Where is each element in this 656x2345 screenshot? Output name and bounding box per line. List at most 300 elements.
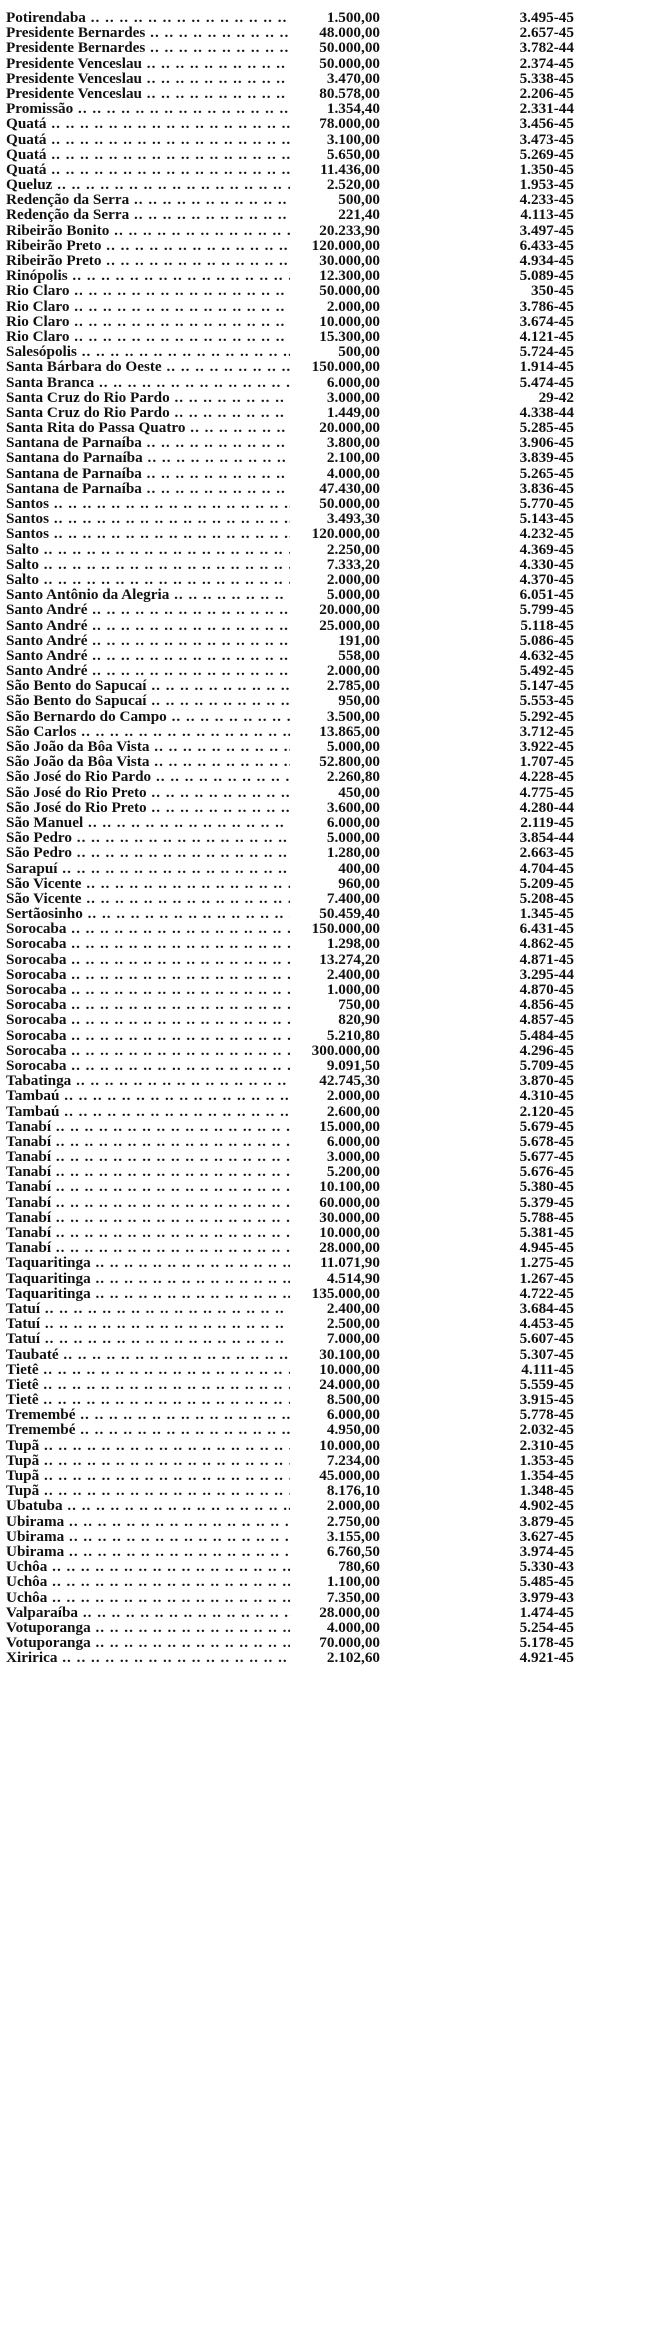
municipality-name: Santo André .. ..	[6, 648, 290, 663]
ledger-row	[0, 936, 656, 951]
amount-value: 2.250,00	[326, 540, 380, 558]
amount-value: 3.600,00	[326, 798, 380, 816]
ledger-row	[0, 693, 656, 708]
ledger-row	[0, 1650, 656, 1665]
ledger-row	[0, 207, 656, 222]
ledger-row	[0, 147, 656, 162]
process-code: 3.684-45	[519, 1299, 574, 1317]
ledger-row	[0, 1240, 656, 1255]
municipality-name: Xiririca .. ..	[6, 1650, 290, 1665]
ledger-row	[0, 1468, 656, 1483]
process-code: 2.120-45	[519, 1102, 574, 1120]
amount-value: 2.750,00	[326, 1512, 380, 1530]
process-code: 5.485-45	[519, 1573, 574, 1591]
process-code: 4.902-45	[519, 1497, 574, 1515]
municipality-name: Sorocaba .. ..	[6, 982, 290, 997]
ledger-row	[0, 1438, 656, 1453]
amount-value: 10.100,00	[319, 1178, 380, 1196]
amount-value: 820,90	[338, 1011, 380, 1029]
process-code: 4.704-45	[519, 859, 574, 877]
amount-value: 2.000,00	[326, 1497, 380, 1515]
amount-value: 11.436,00	[320, 160, 380, 178]
process-code: 1.953-45	[519, 176, 574, 194]
municipality-name: São Pedro .. ..	[6, 830, 290, 845]
municipality-name: Santana do Parnaíba .. ..	[6, 450, 290, 465]
ledger-row	[0, 952, 656, 967]
process-code: 4.453-45	[519, 1315, 574, 1333]
ledger-row	[0, 1043, 656, 1058]
municipality-name: Rinópolis .. ..	[6, 268, 290, 283]
process-code: 3.456-45	[519, 115, 574, 133]
amount-value: 3.500,00	[326, 707, 380, 725]
process-code: 2.206-45	[519, 84, 574, 102]
amount-value: 5.000,00	[326, 586, 380, 604]
municipality-name: Tambaú .. ..	[6, 1088, 290, 1103]
municipality-name: Ribeirão Preto .. ..	[6, 238, 290, 253]
amount-value: 3.470,00	[326, 69, 380, 87]
process-code: 5.379-45	[519, 1193, 574, 1211]
ledger-row	[0, 1286, 656, 1301]
process-code: 4.111-45	[521, 1360, 574, 1378]
ledger-row	[0, 678, 656, 693]
municipality-name: Taubaté .. ..	[6, 1347, 290, 1362]
ledger-row	[0, 1392, 656, 1407]
process-code: 5.269-45	[519, 145, 574, 163]
municipality-name: Tatuí .. ..	[6, 1331, 290, 1346]
municipality-name: Santo André .. ..	[6, 602, 290, 617]
amount-value: 1.100,00	[326, 1573, 380, 1591]
municipality-name: Sorocaba .. ..	[6, 967, 290, 982]
ledger-row	[0, 1225, 656, 1240]
municipality-name: Salto .. ..	[6, 557, 290, 572]
amount-value: 25.000,00	[319, 616, 380, 634]
municipality-name: Ribeirão Bonito .. ..	[6, 223, 290, 238]
process-code: 5.492-45	[519, 662, 574, 680]
process-code: 5.147-45	[519, 677, 574, 695]
amount-value: 20.000,00	[319, 601, 380, 619]
municipality-name: Tremembé .. ..	[6, 1407, 290, 1422]
amount-value: 780,60	[338, 1558, 380, 1576]
ledger-row	[0, 450, 656, 465]
municipality-name: Votuporanga .. ..	[6, 1635, 290, 1650]
amount-value: 50.000,00	[319, 39, 380, 57]
process-code: 3.979-43	[519, 1588, 574, 1606]
ledger-row	[0, 724, 656, 739]
process-code: 4.369-45	[519, 540, 574, 558]
process-code: 5.553-45	[519, 692, 574, 710]
ledger-row	[0, 56, 656, 71]
municipality-name: Uchôa .. ..	[6, 1559, 290, 1574]
amount-value: 2.102,60	[326, 1649, 380, 1667]
municipality-name: São Pedro .. ..	[6, 845, 290, 860]
municipality-name: Sorocaba .. ..	[6, 1012, 290, 1027]
municipality-name: Tambaú .. ..	[6, 1104, 290, 1119]
ledger-row	[0, 921, 656, 936]
amount-value: 4.950,00	[326, 1421, 380, 1439]
municipality-name: São Bento do Sapucaí .. ..	[6, 693, 290, 708]
ledger-row	[0, 253, 656, 268]
ledger-row	[0, 1347, 656, 1362]
municipality-name: Santos .. ..	[6, 526, 290, 541]
process-code: 1.275-45	[519, 1254, 574, 1272]
amount-value: 2.000,00	[326, 662, 380, 680]
ledger-row	[0, 1514, 656, 1529]
process-code: 1.354-45	[519, 1467, 574, 1484]
ledger-row	[0, 542, 656, 557]
ledger-row	[0, 1195, 656, 1210]
municipality-name: Taquaritinga .. ..	[6, 1286, 290, 1301]
municipality-name: Santos .. ..	[6, 511, 290, 526]
process-code: 2.374-45	[519, 54, 574, 72]
process-code: 3.922-45	[519, 738, 574, 755]
municipality-name: Rio Claro .. ..	[6, 283, 290, 298]
amount-value: 1.449,00	[326, 403, 380, 421]
municipality-name: Presidente Bernardes .. ..	[6, 25, 290, 40]
process-code: 3.295-44	[519, 965, 574, 983]
ledger-row	[0, 1362, 656, 1377]
ledger-table	[0, 10, 656, 1665]
amount-value: 750,00	[338, 996, 380, 1014]
ledger-row	[0, 177, 656, 192]
ledger-row	[0, 906, 656, 921]
process-code: 2.663-45	[519, 844, 574, 862]
municipality-name: São José do Rio Pardo .. ..	[6, 769, 290, 784]
process-code: 1.345-45	[519, 905, 574, 923]
ledger-row	[0, 481, 656, 496]
process-code: 5.307-45	[519, 1345, 574, 1363]
process-code: 4.338-44	[519, 403, 574, 421]
amount-value: 5.210,80	[326, 1026, 380, 1044]
process-code: 5.292-45	[519, 707, 574, 725]
ledger-row	[0, 1620, 656, 1635]
amount-value: 3.155,00	[326, 1527, 380, 1545]
municipality-name: Rio Claro .. ..	[6, 299, 290, 314]
process-code: 1.348-45	[519, 1482, 574, 1500]
municipality-name: Quatá .. ..	[6, 162, 290, 177]
ledger-row	[0, 299, 656, 314]
ledger-row	[0, 1073, 656, 1088]
amount-value: 47.430,00	[319, 479, 380, 497]
process-code: 5.285-45	[519, 419, 574, 437]
amount-value: 558,00	[338, 646, 380, 664]
municipality-name: Sertãosinho .. ..	[6, 906, 290, 921]
amount-value: 120.000,00	[311, 525, 380, 543]
amount-value: 2.000,00	[326, 297, 380, 315]
ledger-row	[0, 861, 656, 876]
municipality-name: Quatá .. ..	[6, 132, 290, 147]
amount-value: 1.354,40	[326, 100, 380, 118]
process-code: 5.089-45	[519, 267, 574, 285]
process-code: 4.775-45	[519, 783, 574, 801]
ledger-row	[0, 602, 656, 617]
process-code: 3.854-44	[519, 829, 574, 847]
municipality-name: São João da Bôa Vista .. ..	[6, 754, 290, 769]
municipality-name: Tupã .. ..	[6, 1438, 290, 1453]
amount-value: 9.091,50	[326, 1056, 380, 1074]
ledger-row	[0, 1377, 656, 1392]
municipality-name: Ribeirão Preto .. ..	[6, 253, 290, 268]
amount-value: 135.000,00	[311, 1284, 380, 1302]
ledger-row	[0, 1301, 656, 1316]
ledger-row	[0, 1210, 656, 1225]
process-code: 4.113-45	[520, 206, 574, 224]
process-code: 4.296-45	[519, 1041, 574, 1059]
ledger-row	[0, 1574, 656, 1589]
process-code: 4.722-45	[519, 1284, 574, 1302]
municipality-name: Sarapuí .. ..	[6, 861, 290, 876]
municipality-name: Potirendaba .. ..	[6, 10, 290, 25]
amount-value: 10.000,00	[319, 1360, 380, 1378]
process-code: 3.674-45	[519, 312, 574, 330]
municipality-name: Presidente Bernardes .. ..	[6, 40, 290, 55]
amount-value: 2.400,00	[326, 1299, 380, 1317]
municipality-name: Salesópolis .. ..	[6, 344, 290, 359]
municipality-name: Sorocaba .. ..	[6, 952, 290, 967]
ledger-row	[0, 845, 656, 860]
process-code: 4.233-45	[519, 191, 574, 209]
ledger-row	[0, 572, 656, 587]
amount-value: 52.800,00	[319, 753, 380, 771]
ledger-row	[0, 223, 656, 238]
ledger-row	[0, 435, 656, 450]
municipality-name: Tietê .. ..	[6, 1362, 290, 1377]
ledger-row	[0, 329, 656, 344]
amount-value: 13.274,20	[319, 950, 380, 968]
amount-value: 50.000,00	[319, 54, 380, 72]
amount-value: 1.500,00	[326, 9, 380, 26]
ledger-row	[0, 268, 656, 283]
amount-value: 221,40	[338, 206, 380, 224]
ledger-row	[0, 785, 656, 800]
municipality-name: Tremembé .. ..	[6, 1422, 290, 1437]
process-code: 350-45	[530, 282, 574, 300]
municipality-name: Tabatinga .. ..	[6, 1073, 290, 1088]
amount-value: 42.745,30	[319, 1072, 380, 1090]
ledger-row	[0, 997, 656, 1012]
ledger-row	[0, 800, 656, 815]
municipality-name: Santo Antônio da Alegria .. ..	[6, 587, 290, 602]
ledger-row	[0, 739, 656, 754]
process-code: 1.707-45	[519, 753, 574, 771]
municipality-name: Rio Claro .. ..	[6, 314, 290, 329]
municipality-name: Sorocaba .. ..	[6, 936, 290, 951]
amount-value: 4.000,00	[326, 1618, 380, 1636]
municipality-name: Tanabí .. ..	[6, 1179, 290, 1194]
ledger-row	[0, 1422, 656, 1437]
amount-value: 10.000,00	[319, 1436, 380, 1454]
process-code: 3.870-45	[519, 1072, 574, 1090]
amount-value: 50.000,00	[319, 495, 380, 512]
municipality-name: Santo André .. ..	[6, 618, 290, 633]
ledger-row	[0, 1453, 656, 1468]
amount-value: 7.333,20	[326, 555, 380, 573]
process-code: 4.945-45	[519, 1239, 574, 1257]
process-code: 5.677-45	[519, 1148, 574, 1166]
amount-value: 6.000,00	[326, 373, 380, 391]
ledger-row	[0, 830, 656, 845]
ledger-row	[0, 10, 656, 25]
ledger-row	[0, 967, 656, 982]
ledger-row	[0, 1088, 656, 1103]
process-code: 3.473-45	[519, 130, 574, 148]
municipality-name: Sorocaba .. ..	[6, 1028, 290, 1043]
municipality-name: Ubirama .. ..	[6, 1514, 290, 1529]
process-code: 4.862-45	[519, 935, 574, 953]
process-code: 5.254-45	[519, 1618, 574, 1636]
process-code: 5.607-45	[519, 1330, 574, 1348]
ledger-row	[0, 405, 656, 420]
amount-value: 45.000,00	[319, 1467, 380, 1484]
ledger-row	[0, 815, 656, 830]
municipality-name: Taquaritinga .. ..	[6, 1271, 290, 1286]
ledger-row	[0, 101, 656, 116]
amount-value: 960,00	[338, 874, 380, 892]
municipality-name: São Manuel .. ..	[6, 815, 290, 830]
municipality-name: Santana de Parnaíba .. ..	[6, 435, 290, 450]
municipality-name: São Carlos .. ..	[6, 724, 290, 739]
ledger-row	[0, 1271, 656, 1286]
amount-value: 5.650,00	[326, 145, 380, 163]
process-code: 5.143-45	[519, 510, 574, 528]
process-code: 5.178-45	[519, 1634, 574, 1652]
amount-value: 13.865,00	[319, 722, 380, 740]
process-code: 5.770-45	[519, 495, 574, 512]
municipality-name: Queluz .. ..	[6, 177, 290, 192]
ledger-row	[0, 1331, 656, 1346]
ledger-row	[0, 359, 656, 374]
municipality-name: Santana de Parnaíba .. ..	[6, 466, 290, 481]
municipality-name: Valparaíba .. ..	[6, 1605, 290, 1620]
process-code: 4.121-45	[519, 327, 574, 345]
ledger-row	[0, 1529, 656, 1544]
amount-value: 8.500,00	[326, 1391, 380, 1409]
process-code: 4.370-45	[519, 570, 574, 588]
ledger-row	[0, 496, 656, 511]
municipality-name: Salto .. ..	[6, 542, 290, 557]
amount-value: 2.400,00	[326, 965, 380, 983]
municipality-name: Tanabí .. ..	[6, 1119, 290, 1134]
municipality-name: Tupã .. ..	[6, 1483, 290, 1498]
process-code: 4.856-45	[519, 996, 574, 1014]
process-code: 5.380-45	[519, 1178, 574, 1196]
amount-value: 30.000,00	[319, 1208, 380, 1226]
municipality-name: Santa Rita do Passa Quatro .. ..	[6, 420, 290, 435]
municipality-name: Tupã .. ..	[6, 1453, 290, 1468]
process-code: 5.799-45	[519, 601, 574, 619]
municipality-name: Sorocaba .. ..	[6, 921, 290, 936]
municipality-name: São Vicente .. ..	[6, 891, 290, 906]
municipality-name: Salto .. ..	[6, 572, 290, 587]
ledger-row	[0, 1559, 656, 1574]
amount-value: 24.000,00	[319, 1375, 380, 1393]
ledger-row	[0, 648, 656, 663]
ledger-row	[0, 1544, 656, 1559]
municipality-name: Tietê .. ..	[6, 1377, 290, 1392]
process-code: 5.474-45	[519, 373, 574, 391]
amount-value: 2.000,00	[326, 1087, 380, 1105]
process-code: 5.338-45	[519, 69, 574, 87]
amount-value: 15.300,00	[319, 327, 380, 345]
amount-value: 30.100,00	[319, 1345, 380, 1363]
ledger-row	[0, 709, 656, 724]
amount-value: 5.000,00	[326, 829, 380, 847]
amount-value: 4.514,90	[326, 1269, 380, 1287]
amount-value: 7.350,00	[326, 1588, 380, 1606]
ledger-row	[0, 1498, 656, 1513]
ledger-row	[0, 420, 656, 435]
amount-value: 48.000,00	[319, 24, 380, 42]
municipality-name: Tietê .. ..	[6, 1392, 290, 1407]
municipality-name: São João da Bôa Vista .. ..	[6, 739, 290, 754]
municipality-name: Santa Cruz do Rio Pardo .. ..	[6, 390, 290, 405]
amount-value: 6.000,00	[326, 813, 380, 831]
amount-value: 10.000,00	[319, 1224, 380, 1241]
amount-value: 28.000,00	[319, 1603, 380, 1621]
amount-value: 7.400,00	[326, 889, 380, 907]
process-code: 6.051-45	[519, 586, 574, 604]
process-code: 5.724-45	[519, 343, 574, 361]
municipality-name: Tatuí .. ..	[6, 1316, 290, 1331]
process-code: 3.495-45	[519, 9, 574, 26]
amount-value: 2.100,00	[326, 449, 380, 467]
municipality-name: Santos .. ..	[6, 496, 290, 511]
municipality-name: Tanabí .. ..	[6, 1134, 290, 1149]
municipality-name: Tupã .. ..	[6, 1468, 290, 1483]
amount-value: 950,00	[338, 692, 380, 710]
municipality-name: Ubatuba .. ..	[6, 1498, 290, 1513]
ledger-row	[0, 1104, 656, 1119]
municipality-name: Ubirama .. ..	[6, 1544, 290, 1559]
municipality-name: Santa Branca .. ..	[6, 375, 290, 390]
amount-value: 4.000,00	[326, 464, 380, 482]
ledger-row	[0, 663, 656, 678]
process-code: 3.879-45	[519, 1512, 574, 1530]
process-code: 5.209-45	[519, 874, 574, 892]
ledger-row	[0, 86, 656, 101]
amount-value: 6.000,00	[326, 1406, 380, 1424]
process-code: 2.032-45	[519, 1421, 574, 1439]
process-code: 5.778-45	[519, 1406, 574, 1424]
process-code: 5.709-45	[519, 1056, 574, 1074]
municipality-name: Uchôa .. ..	[6, 1574, 290, 1589]
ledger-row	[0, 25, 656, 40]
ledger-row	[0, 1316, 656, 1331]
ledger-row	[0, 1058, 656, 1073]
ledger-row	[0, 526, 656, 541]
amount-value: 500,00	[338, 191, 380, 209]
process-code: 4.280-44	[519, 798, 574, 816]
amount-value: 3.493,30	[326, 510, 380, 528]
ledger-row	[0, 40, 656, 55]
ledger-row	[0, 1149, 656, 1164]
process-code: 3.974-45	[519, 1542, 574, 1560]
ledger-row	[0, 192, 656, 207]
ledger-row	[0, 754, 656, 769]
municipality-name: Santa Bárbara do Oeste .. ..	[6, 359, 290, 374]
ledger-row	[0, 1590, 656, 1605]
process-code: 4.857-45	[519, 1011, 574, 1029]
amount-value: 2.785,00	[326, 677, 380, 695]
process-code: 5.679-45	[519, 1117, 574, 1135]
process-code: 3.497-45	[519, 221, 574, 239]
process-code: 5.330-43	[519, 1558, 574, 1576]
process-code: 6.431-45	[519, 920, 574, 938]
process-code: 5.381-45	[519, 1224, 574, 1241]
municipality-name: Tanabí .. ..	[6, 1225, 290, 1240]
municipality-name: Sorocaba .. ..	[6, 1043, 290, 1058]
amount-value: 191,00	[338, 631, 380, 649]
municipality-name: Taquaritinga .. ..	[6, 1255, 290, 1270]
